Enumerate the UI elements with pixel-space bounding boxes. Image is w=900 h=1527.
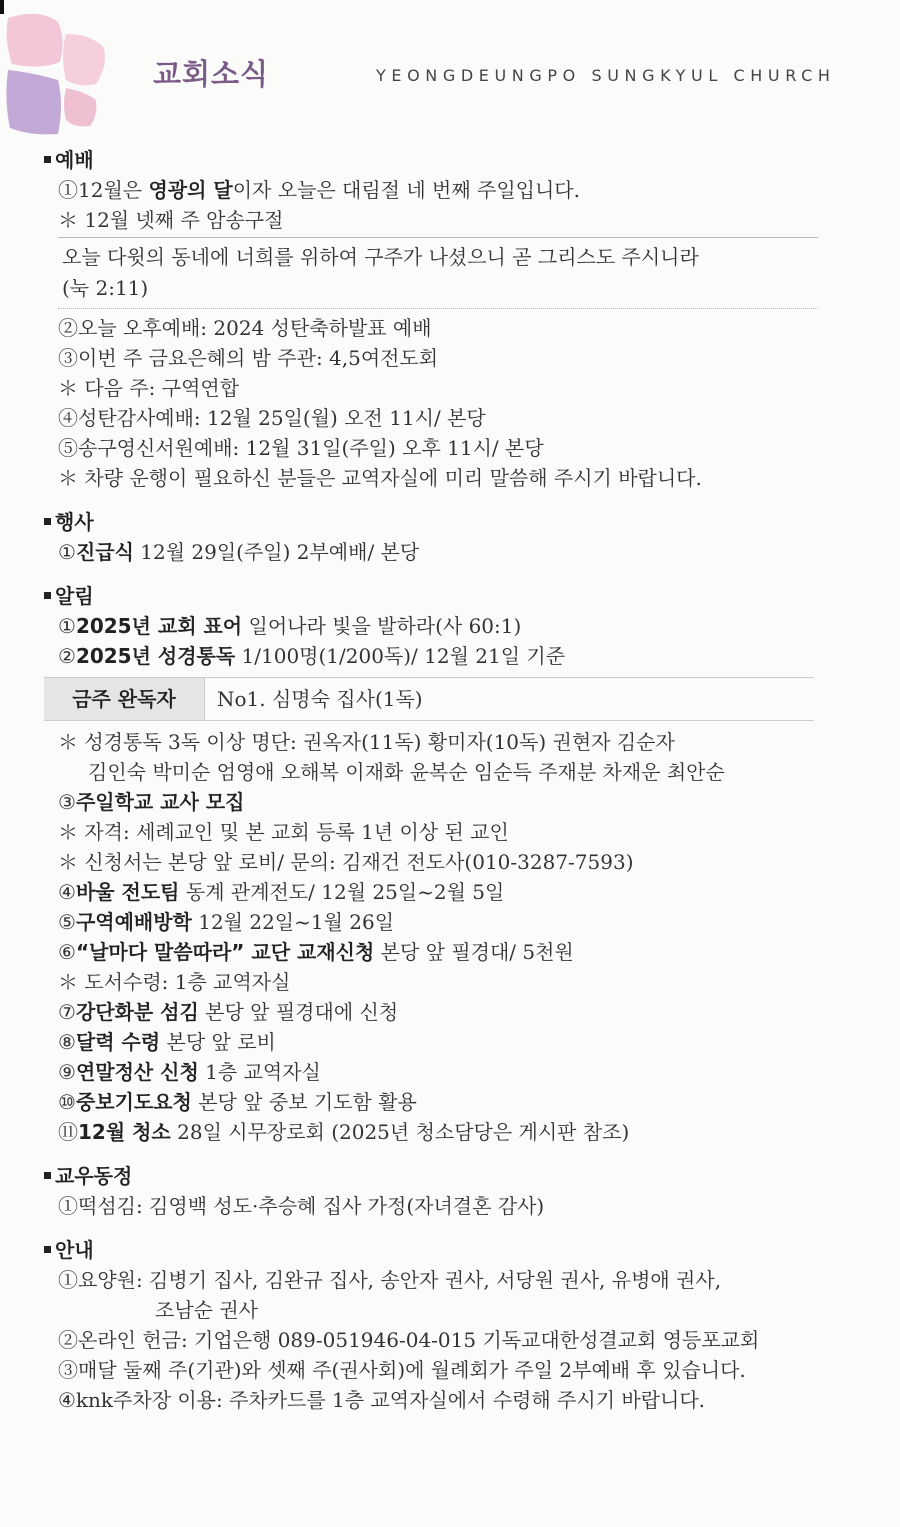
list-item: ②2025년 성경통독 1/100명(1/200독)/ 12월 21일 기준 — [58, 644, 566, 668]
verse-text: 오늘 다윗의 동네에 너희를 위하여 구주가 나셨으니 곧 그리스도 주시니라 — [62, 245, 699, 269]
bullet-square-icon — [44, 1172, 51, 1179]
box-value: No1. 심명숙 집사(1독) — [204, 678, 423, 720]
list-item: ＊ 도서수령: 1층 교역자실 — [58, 970, 291, 994]
bullet-square-icon — [44, 156, 51, 163]
list-item: ②오늘 오후예배: 2024 성탄축하발표 예배 — [58, 316, 432, 340]
memory-verse — [58, 237, 818, 309]
list-item: ＊ 12월 넷째 주 암송구절 — [58, 208, 284, 232]
list-item: ＊ 자격: 세례교인 및 본 교회 등록 1년 이상 된 교인 — [58, 820, 509, 844]
list-item: ＊ 성경통독 3독 이상 명단: 권옥자(11독) 황미자(10독) 권현자 김순자 — [58, 730, 675, 754]
box-label: 금주 완독자 — [44, 678, 204, 720]
list-item: ⑥“날마다 말씀따라” 교단 교재신청 본당 앞 필경대/ 5천원 — [58, 940, 574, 964]
list-item: ③주일학교 교사 모집 — [58, 790, 245, 814]
list-item: ①요양원: 김병기 집사, 김완규 집사, 송안자 권사, 서당원 권사, 유병애 권사, — [58, 1268, 722, 1292]
section-worship-heading: 예배 — [44, 145, 844, 175]
bullet-square-icon — [44, 518, 51, 525]
list-item: 김인숙 박미순 엄영애 오해복 이재화 윤복순 임순득 주재분 차재운 최안순 — [88, 760, 725, 784]
section-guide-heading: 안내 — [44, 1235, 844, 1265]
bullet-square-icon — [44, 1246, 51, 1253]
church-name: YEONGDEUNGPO SUNGKYUL CHURCH — [376, 66, 836, 85]
section-members-heading: 교우동정 — [44, 1161, 844, 1191]
bullet-square-icon — [44, 592, 51, 599]
list-item: ①떡섬김: 김영백 성도·추승혜 집사 가정(자녀결혼 감사) — [58, 1194, 545, 1218]
list-item: ②온라인 헌금: 기업은행 089-051946-04-015 기독교대한성결교회 영등포교회 — [58, 1328, 760, 1352]
verse-reference: (눅 2:11) — [62, 276, 149, 300]
list-item: ①2025년 교회 표어 일어나라 빛을 발하라(사 60:1) — [58, 614, 522, 638]
church-logo — [0, 0, 110, 140]
list-item: ④knk주차장 이용: 주차카드를 1층 교역자실에서 수령해 주시기 바랍니다. — [58, 1388, 706, 1412]
list-item: 조남순 권사 — [155, 1298, 258, 1322]
list-item: ③이번 주 금요은혜의 밤 주관: 4,5여전도회 — [58, 346, 439, 370]
weekly-completer-box — [44, 677, 814, 721]
bulletin-content — [44, 145, 844, 1415]
list-item: ＊ 다음 주: 구역연합 — [58, 376, 240, 400]
list-item: ⑦강단화분 섬김 본당 앞 필경대에 신청 — [58, 1000, 399, 1024]
list-item: ④바울 전도팀 동계 관계전도/ 12월 25일~2월 5일 — [58, 880, 505, 904]
list-item: ①진급식 12월 29일(주일) 2부예배/ 본당 — [58, 540, 420, 564]
list-item: ③매달 둘째 주(기관)와 셋째 주(권사회)에 월례회가 주일 2부예배 후 있습니다. — [58, 1358, 746, 1382]
list-item: ⑪12월 청소 28일 시무장로회 (2025년 청소담당은 게시판 참조) — [58, 1120, 630, 1144]
list-item: ④성탄감사예배: 12월 25일(월) 오전 11시/ 본당 — [58, 406, 486, 430]
section-events-heading: 행사 — [44, 507, 844, 537]
list-item: ⑤구역예배방학 12월 22일~1월 26일 — [58, 910, 395, 934]
list-item: ＊ 차량 운행이 필요하신 분들은 교역자실에 미리 말씀해 주시기 바랍니다. — [58, 466, 702, 490]
list-item: ⑨연말정산 신청 1층 교역자실 — [58, 1060, 321, 1084]
list-item: ⑤송구영신서원예배: 12월 31일(주일) 오후 11시/ 본당 — [58, 436, 544, 460]
list-item: ①12월은 영광의 달이자 오늘은 대림절 네 번째 주일입니다. — [58, 178, 580, 202]
page-title: 교회소식 — [153, 57, 270, 91]
section-notice-heading: 알림 — [44, 581, 844, 611]
list-item: ⑧달력 수령 본당 앞 로비 — [58, 1030, 276, 1054]
list-item: ＊ 신청서는 본당 앞 로비/ 문의: 김재건 전도사(010-3287-7593) — [58, 850, 634, 874]
list-item: ⑩중보기도요청 본당 앞 중보 기도함 활용 — [58, 1090, 417, 1114]
